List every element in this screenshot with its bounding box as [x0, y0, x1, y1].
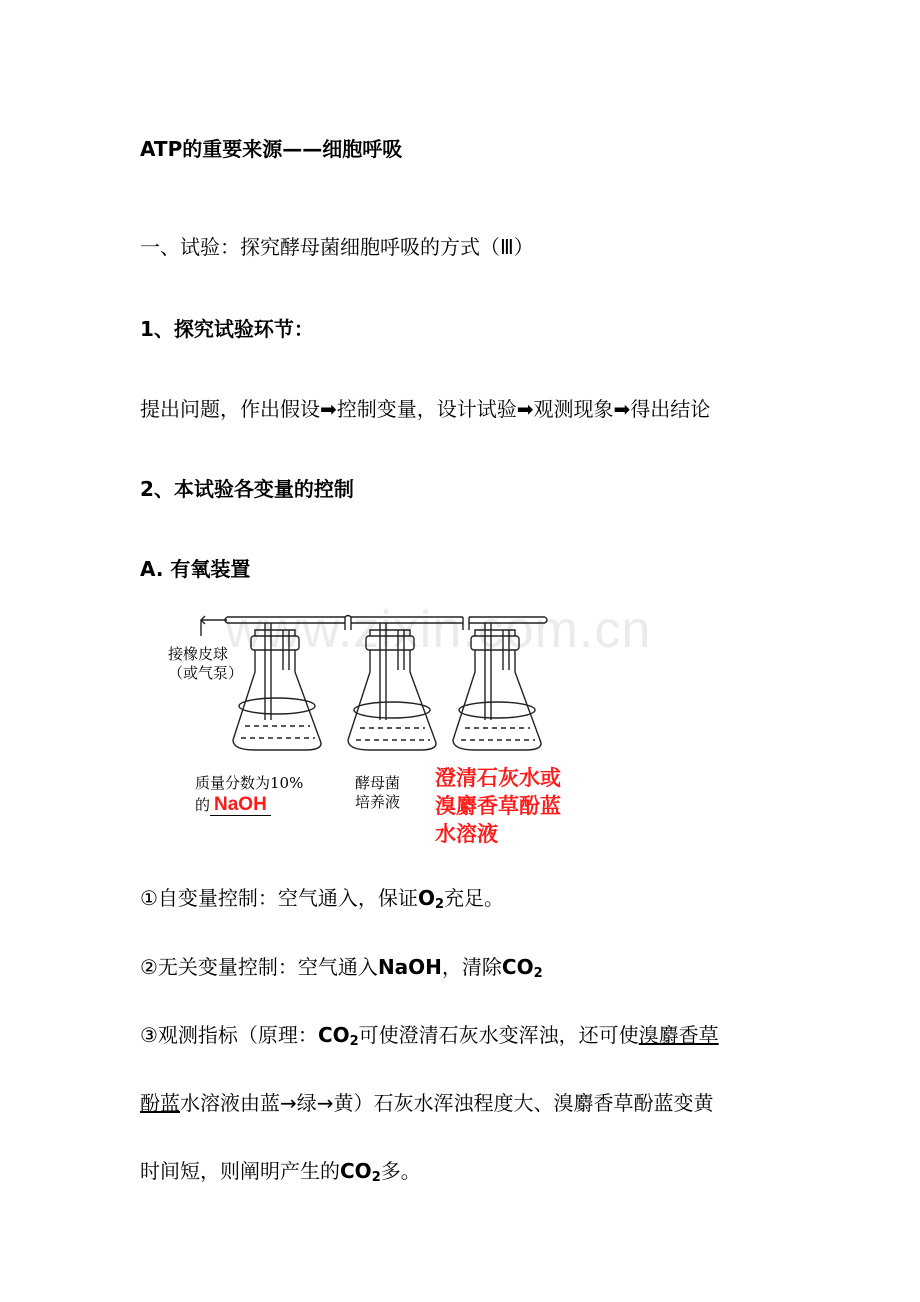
paragraph-observation-line1: ③观测指标（原理：$CO_2$可使澄清石灰水变浑浊，还可使溴麝香草: [140, 1023, 719, 1049]
flask2-label: 酵母菌 培养液: [355, 774, 401, 811]
flask3-label: 澄清石灰水或 溴麝香草酚蓝 水溶液: [435, 766, 561, 846]
sub-a-heading: A. 有氧装置: [140, 557, 251, 581]
item-1-heading: 1、探究试验环节：: [140, 317, 314, 341]
paragraph-observation-line2: 酚蓝水溶液由蓝→绿→黄）石灰水浑浊程度大、溴麝香草酚蓝变黄: [140, 1091, 714, 1115]
page-title: ATP的重要来源——细胞呼吸: [140, 137, 403, 161]
steps-text: 提出问题，作出假设➡控制变量，设计试验➡观测现象➡得出结论: [140, 397, 711, 421]
naoh-label: NaOH: [210, 794, 271, 816]
item-2-heading: 2、本试验各变量的控制: [140, 477, 354, 501]
pump-label: 接橡皮球 （或气泵）: [168, 645, 244, 682]
section-heading: 一、试验：探究酵母菌细胞呼吸的方式（Ⅲ）: [140, 235, 534, 259]
paragraph-independent-variable: ①自变量控制：空气通入，保证$O_2$充足。: [140, 886, 504, 912]
paragraph-observation-line3: 时间短，则阐明产生的$CO_2$多。: [140, 1159, 421, 1185]
watermark: www.zixin.com.cn: [225, 601, 652, 659]
paragraph-irrelevant-variable: ②无关变量控制：空气通入NaOH，清除$CO_2$: [140, 955, 543, 981]
flask1-label: 质量分数为10% 的 NaOH: [195, 774, 304, 815]
